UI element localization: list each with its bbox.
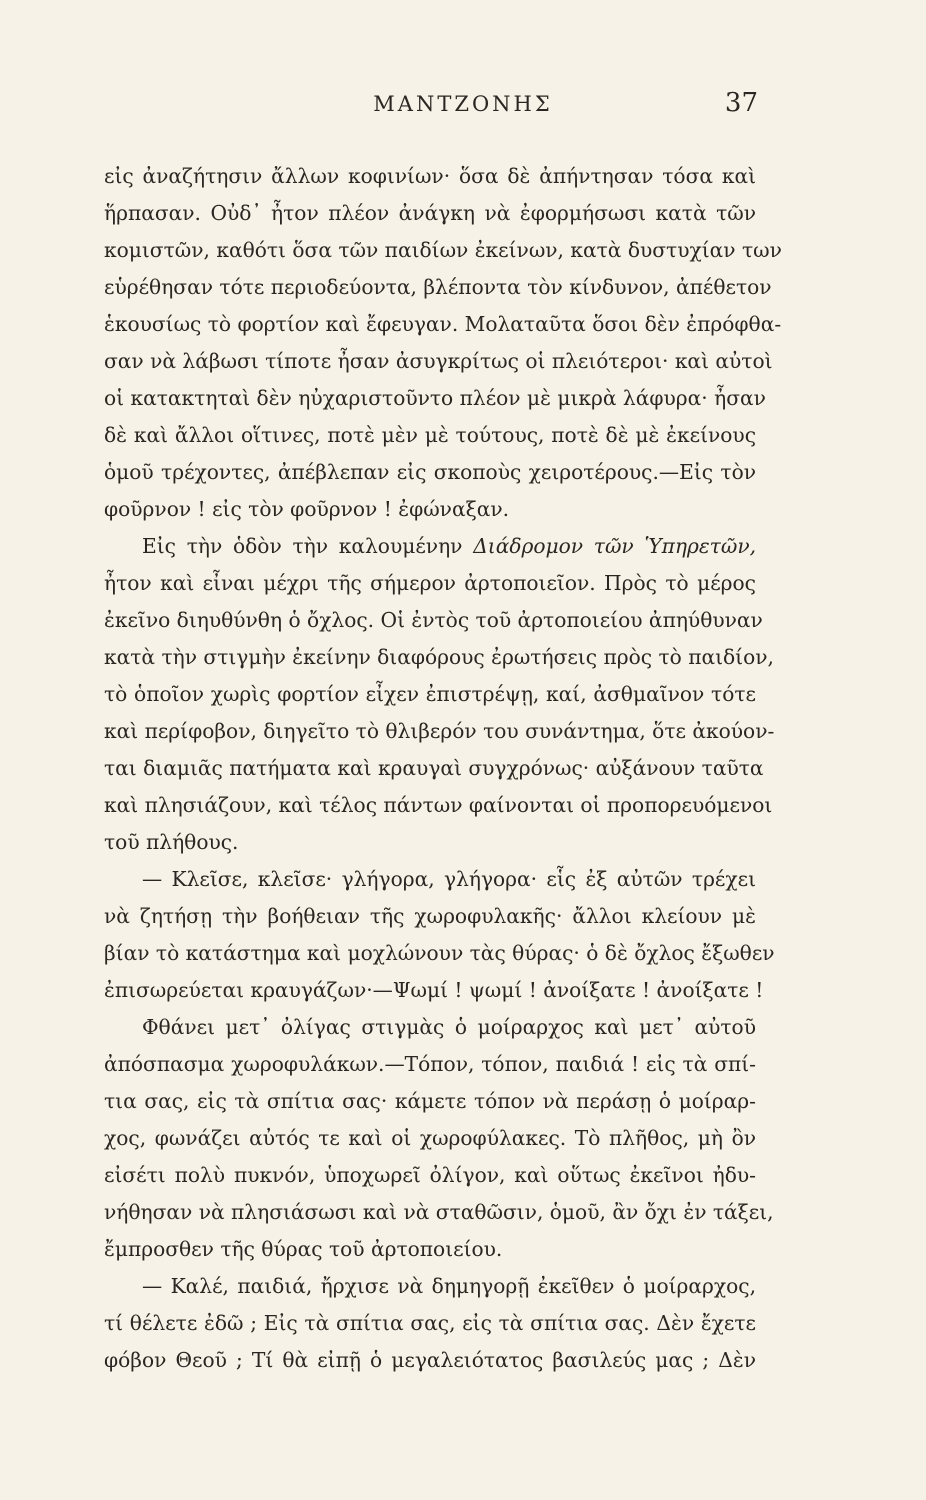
text-line: ἔμπροσθεν τῆς θύρας τοῦ ἀρτοποιείου. [104, 1237, 503, 1261]
text-line: τὸ ὁποῖον χωρὶς φορτίον εἶχεν ἐπιστρέψῃ, καί, ἀσθμαῖνον τότε [104, 682, 756, 706]
text-line: δὲ καὶ ἄλλοι οἵτινες, ποτὲ μὲν μὲ τούτους, ποτὲ δὲ μὲ ἐκείνους [104, 423, 756, 447]
text-line [142, 530, 756, 562]
text-line: ἐπισωρεύεται κραυγάζων·—Ψωμί ! ψωμί ! ἀνοίξατε ! ἀνοίξατε ! [104, 978, 764, 1002]
text-line: ὁμοῦ τρέχοντες, ἀπέβλεπαν εἰς σκοποὺς χειροτέρους.—Εἰς τὸν [104, 460, 756, 484]
text-line: εἰσέτι πολὺ πυκνόν, ὑποχωρεῖ ὀλίγον, καὶ οὕτως ἐκεῖνοι ἠδυ- [104, 1163, 756, 1187]
page-header [0, 88, 926, 126]
text-line: ἦτον καὶ εἶναι μέχρι τῆς σήμερον ἀρτοποιεῖον. Πρὸς τὸ μέρος [104, 571, 756, 595]
street-name: Διάδρομον τῶν Ὑπηρετῶν, [473, 534, 757, 558]
text-line: ἀπόσπασμα χωροφυλάκων.—Τόπον, τόπον, παιδιά ! εἰς τὰ σπί- [104, 1052, 756, 1076]
text-line: κομιστῶν, καθότι ὅσα τῶν παιδίων ἐκείνων, κατὰ δυστυχίαν των [104, 238, 782, 262]
text-line: νὰ ζητήσῃ τὴν βοήθειαν τῆς χωροφυλακῆς· ἄλλοι κλείουν μὲ [104, 904, 756, 928]
text-line: σαν νὰ λάβωσι τίποτε ἦσαν ἀσυγκρίτως οἱ πλειότεροι· καὶ αὐτοὶ [104, 349, 773, 373]
text-line: ἐκεῖνο διηυθύνθη ὁ ὄχλος. Οἱ ἐντὸς τοῦ ἀρτοποιείου ἀπηύθυναν [104, 608, 763, 632]
page-number: 37 [724, 88, 758, 118]
text-line: χος, φωνάζει αὐτός τε καὶ οἱ χωροφύλακες. Τὸ πλῆθος, μὴ ὂν [104, 1126, 756, 1150]
text-line: φόβον Θεοῦ ; Τί θὰ εἰπῇ ὁ μεγαλειότατος βασιλεύς μας ; Δὲν [104, 1348, 756, 1372]
text-line: — Καλέ, παιδιά, ἤρχισε νὰ δημηγορῇ ἐκεῖθεν ὁ μοίραρχος, [142, 1274, 756, 1298]
text-line: Φθάνει μετ᾽ ὀλίγας στιγμὰς ὁ μοίραρχος καὶ μετ᾽ αὐτοῦ [142, 1015, 756, 1039]
text-line: εὑρέθησαν τότε περιοδεύοντα, βλέποντα τὸν κίνδυνον, ἀπέθετον [104, 275, 772, 299]
text-line: τοῦ πλήθους. [104, 830, 239, 854]
text-line: — Κλεῖσε, κλεῖσε· γλήγορα, γλήγορα· εἷς ἐξ αὐτῶν τρέχει [142, 867, 756, 891]
text-line: οἱ κατακτηταὶ δὲν ηὐχαριστοῦντο πλέον μὲ μικρὰ λάφυρα· ἦσαν [104, 386, 766, 410]
text-line: φοῦρνον ! εἰς τὸν φοῦρνον ! ἐφώναξαν. [104, 497, 510, 521]
text-run: Εἰς τὴν ὁδὸν τὴν καλουμένην [142, 534, 463, 558]
text-line: κατὰ τὴν στιγμὴν ἐκείνην διαφόρους ἐρωτήσεις πρὸς τὸ παιδίον, [104, 645, 774, 669]
text-line: ἥρπασαν. Οὐδ᾽ ἦτον πλέον ἀνάγκη νὰ ἐφορμήσωσι κατὰ τῶν [104, 201, 756, 225]
text-line: καὶ περίφοβον, διηγεῖτο τὸ θλιβερόν του συνάντημα, ὅτε ἀκούον- [104, 719, 775, 743]
text-line: εἰς ἀναζήτησιν ἄλλων κοφινίων· ὅσα δὲ ἀπήντησαν τόσα καὶ [104, 164, 756, 188]
running-title: ΜΑΝΤΖΟΝΗΣ [373, 92, 553, 116]
text-line: τια σας, εἰς τὰ σπίτια σας· κάμετε τόπον νὰ περάσῃ ὁ μοίραρ- [104, 1089, 756, 1113]
text-line: ἑκουσίως τὸ φορτίον καὶ ἔφευγαν. Μολαταῦτα ὅσοι δὲν ἐπρόφθα- [104, 312, 782, 336]
text-line: καὶ πλησιάζουν, καὶ τέλος πάντων φαίνονται οἱ προπορευόμενοι [104, 793, 773, 817]
text-line: νήθησαν νὰ πλησιάσωσι καὶ νὰ σταθῶσιν, ὁμοῦ, ἂν ὄχι ἐν τάξει, [104, 1200, 774, 1224]
text-line: τί θέλετε ἐδῶ ; Εἰς τὰ σπίτια σας, εἰς τὰ σπίτια σας. Δὲν ἔχετε [104, 1311, 756, 1335]
text-line: βίαν τὸ κατάστημα καὶ μοχλώνουν τὰς θύρας· ὁ δὲ ὄχλος ἔξωθεν [104, 941, 775, 965]
text-line: ται διαμιᾶς πατήματα καὶ κραυγαὶ συγχρόνως· αὐξάνουν ταῦτα [104, 756, 764, 780]
